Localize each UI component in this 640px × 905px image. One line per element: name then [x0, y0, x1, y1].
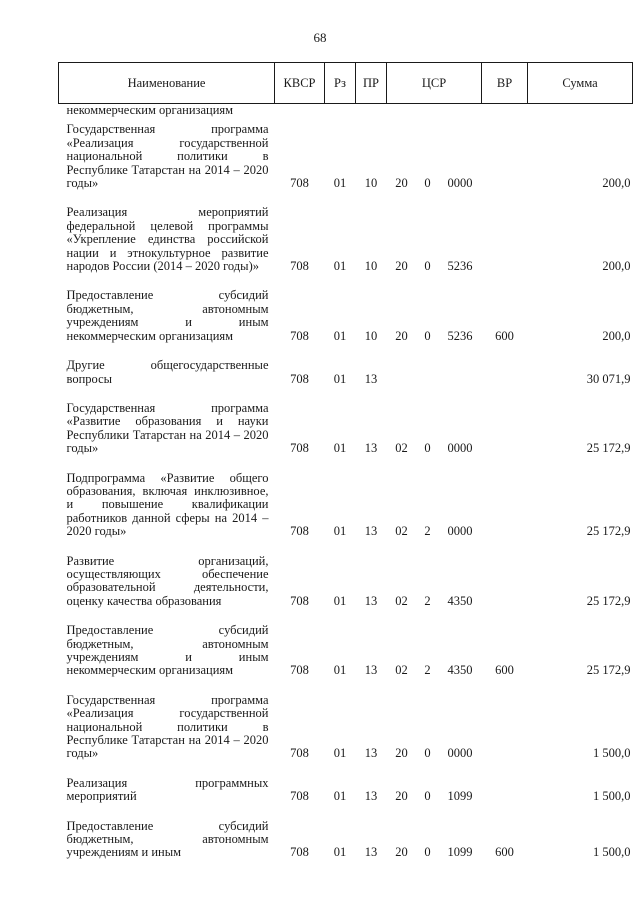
row-kvsr: 708	[290, 371, 309, 386]
row-vr: 600	[495, 328, 514, 343]
row-rz: 01	[333, 441, 347, 456]
row-csr-program: 20	[395, 789, 408, 804]
row-rz: 01	[333, 789, 347, 804]
row-csr-program: 02	[395, 663, 408, 678]
table-row	[59, 814, 633, 860]
row-csr-program: 20	[395, 328, 408, 343]
row-rz: 01	[333, 746, 347, 761]
row-vr	[482, 200, 528, 283]
row-csr-subprogram: 2	[424, 663, 431, 678]
row-csr-subprogram: 0	[424, 746, 431, 761]
row-csr-subprogram: 0	[424, 328, 431, 343]
row-kvsr: 708	[290, 789, 309, 804]
row-csr-program: 20	[395, 259, 408, 274]
row-pr: 10	[364, 259, 378, 274]
row-pr: 13	[364, 789, 378, 804]
row-vr	[482, 549, 528, 619]
row-csr-direction: 1099	[447, 845, 473, 860]
table-row	[59, 200, 633, 283]
row-csr-direction: 0000	[447, 176, 473, 191]
row-kvsr: 708	[290, 845, 309, 860]
row-rz: 01	[333, 259, 347, 274]
row-sum: 25 172,9	[586, 524, 631, 539]
row-sum: 25 172,9	[586, 593, 631, 608]
row-rz: 01	[333, 524, 347, 539]
row-name: Подпрограмма «Развитие общего образования, включая инклюзивное, и повышение квалификации работников данной сферы на 2014 – 2020 годы»	[66, 470, 269, 539]
row-rz: 01	[333, 663, 347, 678]
row-pr: 13	[364, 371, 378, 386]
row-kvsr: 708	[290, 176, 309, 191]
row-vr	[482, 396, 528, 466]
table-row	[59, 283, 633, 353]
table-row	[59, 117, 633, 200]
row-name: Развитие организаций, осуществляющих обеспечение образовательной деятельности, оценку качества образования	[66, 553, 269, 608]
budget-table	[58, 62, 633, 860]
row-csr-direction: 5236	[447, 328, 473, 343]
row-name: Предоставление субсидий бюджетным, автономным учреждениям и иным некоммерческим организациям	[66, 288, 269, 343]
row-pr: 13	[364, 524, 378, 539]
row-name: Предоставление субсидий бюджетным, автономным учреждениям и иным	[66, 818, 269, 860]
row-vr	[482, 688, 528, 771]
header-vr: ВР	[482, 63, 528, 104]
row-csr-program: 20	[395, 845, 408, 860]
header-rz: Рз	[325, 63, 356, 104]
row-csr-subprogram: 2	[424, 524, 431, 539]
header-sum: Сумма	[528, 63, 633, 104]
row-csr-program: 02	[395, 441, 408, 456]
row-csr-direction	[439, 353, 482, 396]
row-csr-subprogram: 0	[424, 789, 431, 804]
row-csr-direction: 0000	[447, 524, 473, 539]
table-body	[59, 104, 633, 860]
continuation-row	[59, 104, 633, 118]
row-csr-direction: 5236	[447, 259, 473, 274]
row-csr-direction: 0000	[447, 746, 473, 761]
row-sum: 200,0	[602, 328, 631, 343]
row-csr-subprogram: 0	[424, 259, 431, 274]
row-vr	[482, 353, 528, 396]
row-name: Другие общегосударственные вопросы	[66, 358, 269, 386]
row-vr: 600	[495, 845, 514, 860]
row-rz: 01	[333, 176, 347, 191]
row-sum: 1 500,0	[593, 789, 631, 804]
row-kvsr: 708	[290, 441, 309, 456]
row-csr-program	[387, 353, 417, 396]
table-row	[59, 771, 633, 814]
row-csr-subprogram	[417, 353, 439, 396]
row-pr: 10	[364, 328, 378, 343]
row-pr: 13	[364, 746, 378, 761]
row-vr	[482, 117, 528, 200]
row-csr-subprogram: 0	[424, 845, 431, 860]
row-kvsr: 708	[290, 593, 309, 608]
row-csr-subprogram: 0	[424, 176, 431, 191]
row-kvsr: 708	[290, 663, 309, 678]
row-pr: 13	[364, 845, 378, 860]
row-pr: 13	[364, 441, 378, 456]
row-kvsr: 708	[290, 328, 309, 343]
table-row	[59, 466, 633, 549]
row-vr: 600	[495, 663, 514, 678]
row-name: Предоставление субсидий бюджетным, автономным учреждениям и иным некоммерческим организациям	[66, 623, 269, 678]
row-csr-program: 02	[395, 593, 408, 608]
row-csr-direction: 4350	[447, 593, 473, 608]
continuation-text: некоммерческим организациям	[66, 103, 234, 117]
row-rz: 01	[333, 845, 347, 860]
row-name: Реализация программных мероприятий	[66, 775, 269, 804]
row-kvsr: 708	[290, 746, 309, 761]
row-sum: 30 071,9	[586, 371, 631, 386]
row-csr-subprogram: 0	[424, 441, 431, 456]
header-csr: ЦСР	[387, 63, 482, 104]
row-csr-subprogram: 2	[424, 593, 431, 608]
row-vr	[482, 771, 528, 814]
row-sum: 25 172,9	[586, 441, 631, 456]
row-sum: 200,0	[602, 176, 631, 191]
row-vr	[482, 466, 528, 549]
page-number: 68	[313, 30, 327, 45]
row-sum: 1 500,0	[593, 845, 631, 860]
header-name: Наименование	[59, 63, 275, 104]
row-kvsr: 708	[290, 524, 309, 539]
row-rz: 01	[333, 593, 347, 608]
row-sum: 1 500,0	[593, 746, 631, 761]
table-row	[59, 688, 633, 771]
table-header	[59, 63, 633, 104]
row-name: Государственная программа «Реализация государственной национальной политики в Республике Татарстан на 2014 – 2020 годы»	[66, 692, 269, 761]
row-sum: 25 172,9	[586, 663, 631, 678]
row-name: Государственная программа «Реализация государственной национальной политики в Республике Татарстан на 2014 – 2020 годы»	[66, 122, 269, 191]
row-kvsr: 708	[290, 259, 309, 274]
header-kvsr: КВСР	[275, 63, 325, 104]
row-sum: 200,0	[602, 259, 631, 274]
row-csr-direction: 1099	[447, 789, 473, 804]
row-pr: 10	[364, 176, 378, 191]
row-csr-direction: 0000	[447, 441, 473, 456]
table-row	[59, 618, 633, 688]
row-name: Реализация мероприятий федеральной целевой программы «Укрепление единства российской нации и этнокультурное развитие народов России (2014 – 2020 годы)»	[66, 205, 269, 274]
row-csr-direction: 4350	[447, 663, 473, 678]
header-pr: ПР	[356, 63, 387, 104]
row-pr: 13	[364, 663, 378, 678]
row-pr: 13	[364, 593, 378, 608]
row-rz: 01	[333, 371, 347, 386]
row-rz: 01	[333, 328, 347, 343]
table-row	[59, 396, 633, 466]
table-row	[59, 353, 633, 396]
row-csr-program: 20	[395, 176, 408, 191]
table-row	[59, 549, 633, 619]
row-name: Государственная программа «Развитие образования и науки Республики Татарстан на 2014 – 2020 годы»	[66, 400, 269, 456]
row-csr-program: 02	[395, 524, 408, 539]
row-csr-program: 20	[395, 746, 408, 761]
